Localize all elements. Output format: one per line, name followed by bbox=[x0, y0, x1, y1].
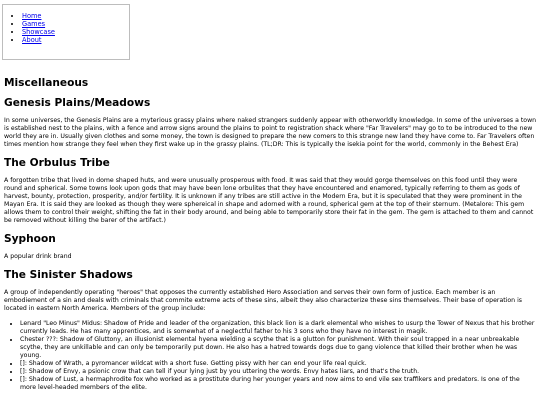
member-list bbox=[4, 320, 537, 392]
section-heading-orbulus-tribe: The Orbulus Tribe bbox=[4, 157, 110, 169]
nav-item-home bbox=[22, 12, 55, 20]
nav-list bbox=[3, 12, 55, 44]
list-item: • []: Shadow of Lust, a hermaphrodite fox who worked as a prostitute during her younger years and now aims to end vile sex traffikers and predators. Is one of the more level-headed members of the elite. bbox=[20, 376, 537, 392]
list-item: • []: Shadow of Envy, a psionic crow that can tell if your lying just by you uttering the words. Envy hates liars, and that's the truth. bbox=[20, 368, 537, 376]
section-heading-genesis-plains: Genesis Plains/Meadows bbox=[4, 97, 151, 109]
section-body-genesis-plains: In some universes, the Genesis Plains are a myterious grassy plains where naked strangers suddenly appear with otherworldly knowledge. In some of the universes a town is established nest to the plains, with a fence and arrow signs around the plains to point to registration shack where "Far Travelers" may go to to be introduced to the new world they are in. Usually given clothes and some money, the town is designed to prepare the new comers to this strange new land they have come to. Far Travelers often times mention how strange they feel when they first wake up in the grassy plains. (TL;DR: This is typically the isekia point for the world, commonly in the Behest Era) bbox=[4, 117, 537, 148]
nav-item-about bbox=[22, 36, 55, 44]
section-heading-sinister-shadows: The Sinister Shadows bbox=[4, 269, 133, 281]
nav-item-showcase bbox=[22, 28, 55, 36]
section-body-orbulus-tribe: A forgotten tribe that lived in dome shaped huts, and were unusually prosperous with food. It was said that they would gorge themselves on this food until they were round and spherical. Some towns look upon gods that may have been lone orbulites that they have encountered and enamored, typically referring to them as gods of harvest, bounty, protection, prosperity, and/or fertility. It is unknown if any tribes are still active in the Modern Era, but it is speculated that they were prominent in the Mayan Era. It is said they are looked as though they were sphereical in shape and adorned with a round, spherical gem at the top of their sternum. (Metalore: This gem allows them to control their weight, shifting the fat in their body around, and being able to temporarily store their fat in the gem. The gem is attached to them and cannot be removed without killing the barer of the artifact.) bbox=[4, 177, 534, 224]
nav-link-games[interactable]: Games bbox=[22, 20, 46, 28]
nav-link-about[interactable]: About bbox=[22, 36, 42, 44]
list-item: • Chester ???: Shadow of Gluttony, an illusionist elemental hyena wielding a scythe that is a glutton for punishment. With their soul trapped in a near unbreakable scythe, they are unkillable and can only be temporarily put down. He also has a hatred towards dogs due to gang violence that killed their brother when he was young. bbox=[20, 336, 537, 360]
section-heading-syphoon: Syphoon bbox=[4, 233, 56, 245]
list-item: • Lenard "Leo Minus" Midus: Shadow of Pride and leader of the organization, this black lion is a dark elemental who wishes to usurp the Tower of Nexus that his brother currently leads. He has many apprentices, and is somewhat of a neglectful father to his 3 sons who they have no interest in magik. bbox=[20, 320, 537, 336]
site-nav bbox=[2, 4, 130, 60]
section-body-syphoon: A popular drink brand bbox=[4, 253, 72, 260]
list-item: • []: Shadow of Wrath, a pyromancer wildcat with a short fuse. Getting pissy with her can end your life real quick. bbox=[20, 360, 537, 368]
nav-link-showcase[interactable]: Showcase bbox=[22, 28, 55, 36]
nav-item-games bbox=[22, 20, 55, 28]
main-content bbox=[4, 77, 537, 392]
section-body-sinister-shadows: A group of independently operating "heroes" that opposes the currently established Hero Association and serves their own form of justice. Each member is an embodiement of a sin and deals with criminals that commite extreme acts of these sins, albeit they also characterize these sins themselves. Their base of operation is located in eastern North America. Members of the group include: bbox=[4, 289, 523, 312]
page-title: Miscellaneous bbox=[4, 77, 89, 89]
nav-link-home[interactable]: Home bbox=[22, 12, 42, 20]
